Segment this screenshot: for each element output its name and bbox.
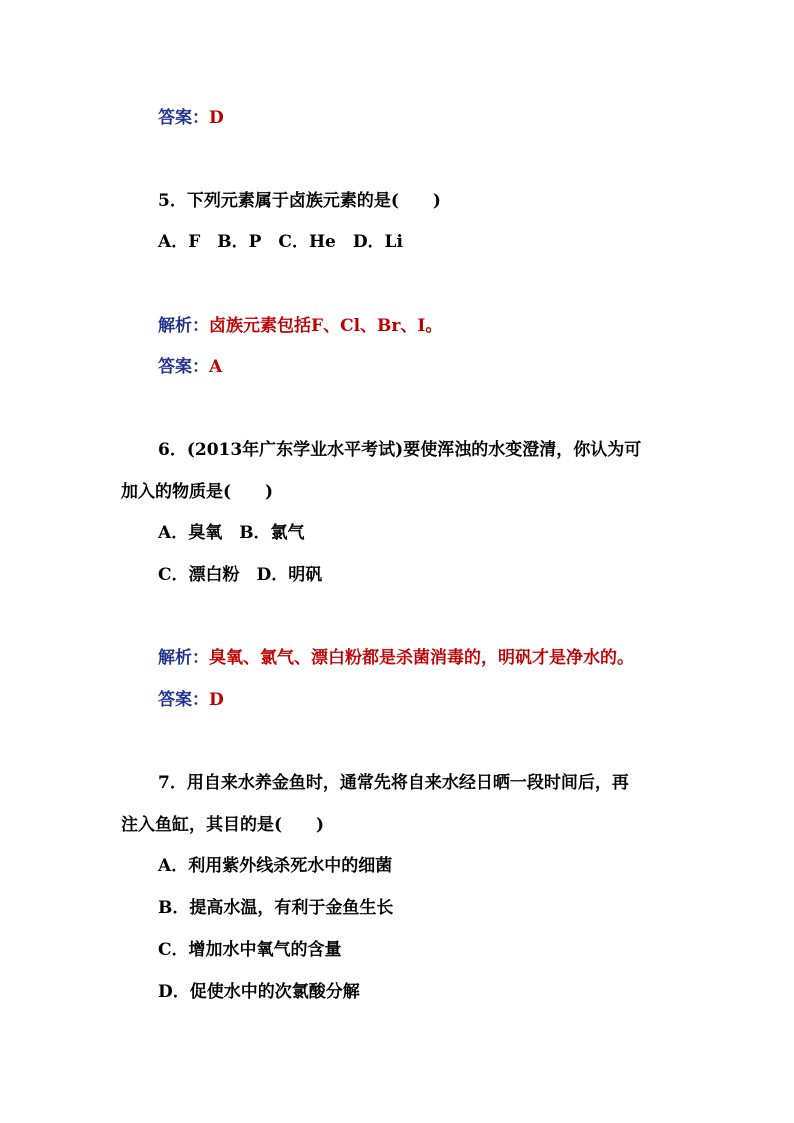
- analysis-label: 解析：: [158, 648, 209, 668]
- answer-label: 答案：: [158, 357, 209, 377]
- analysis-text: 卤族元素包括F、Cl、Br、I。: [209, 316, 443, 336]
- question-6-stem-line-1: 6．(2013年广东学业水平考试)要使浑浊的水变澄清，你认为可: [158, 440, 642, 460]
- question-7-option-a: A．利用紫外线杀死水中的细菌: [158, 856, 393, 876]
- analysis-line-5: [0, 314, 794, 338]
- answer-value: D: [209, 690, 224, 710]
- answer-value: D: [209, 108, 224, 128]
- question-5-options: A．F B．P C．He D．Li: [158, 232, 403, 252]
- question-7-stem-line-1: 7．用自来水养金鱼时，通常先将自来水经日晒一段时间后，再: [158, 773, 629, 793]
- answer-line-4: [0, 106, 794, 130]
- question-5-stem: 5．下列元素属于卤族元素的是( ): [158, 191, 441, 211]
- analysis-text: 臭氧、氯气、漂白粉都是杀菌消毒的，明矾才是净水的。: [209, 648, 634, 668]
- analysis-line-6: [0, 646, 794, 670]
- question-6-options-line-2: C．漂白粉 D．明矾: [158, 565, 323, 585]
- answer-value: A: [209, 357, 223, 377]
- question-7-stem-line-2: 注入鱼缸，其目的是( ): [121, 815, 325, 835]
- answer-label: 答案：: [158, 108, 209, 128]
- question-6-options-line-1: A．臭氧 B．氯气: [158, 523, 305, 543]
- question-7-option-c: C．增加水中氧气的含量: [158, 940, 342, 960]
- answer-label: 答案：: [158, 690, 209, 710]
- question-7-option-d: D．促使水中的次氯酸分解: [158, 982, 360, 1002]
- question-7-option-b: B．提高水温，有利于金鱼生长: [158, 898, 394, 918]
- answer-line-6: [0, 688, 794, 712]
- question-6-stem-line-2: 加入的物质是( ): [121, 482, 274, 502]
- answer-line-5: [0, 355, 794, 379]
- analysis-label: 解析：: [158, 316, 209, 336]
